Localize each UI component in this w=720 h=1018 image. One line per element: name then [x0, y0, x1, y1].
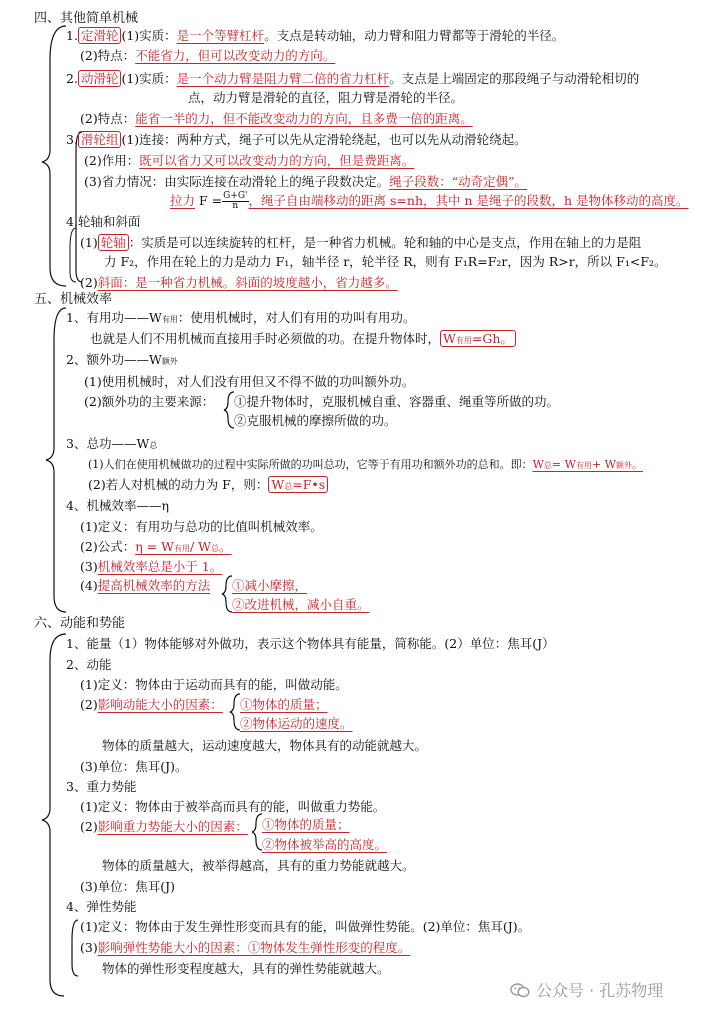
incline-line	[80, 274, 398, 291]
section-4-brace	[42, 26, 66, 286]
pulley-block-line3	[84, 173, 527, 190]
gravity-brace	[252, 814, 262, 850]
pulley-block-brace	[76, 132, 82, 282]
f-p: + W	[591, 458, 616, 471]
extra-work-source1: ①提升物体时，克服机械自重、容器重、绳重等所做的功。	[234, 394, 560, 409]
incline-label: (2)	[80, 275, 98, 290]
fixed-pulley-p2: (2)特点：	[80, 48, 136, 63]
section-6-brace	[42, 634, 66, 996]
wheel-axle-term: 轮轴	[98, 234, 129, 251]
pulley-force-rest: ，绳子自由端移动的距离 s=nh，其中 n 是绳子的段数，h 是物体移动的高度。	[248, 193, 689, 208]
kinetic-factor2	[240, 715, 353, 732]
f-w: W	[532, 458, 544, 471]
pulley-block-rope-rule: 绳子段数：“动奇定偶”。	[389, 174, 527, 189]
extra-work-line2: (2)额外功的主要来源：	[84, 394, 215, 409]
gravity-factors-label: 影响重力势能大小的因素：	[97, 819, 248, 834]
kinetic-factors	[80, 696, 223, 713]
extra-work-source2: ②克服机械的摩擦所做的功。	[234, 413, 397, 428]
eta-s2: 总	[211, 544, 220, 553]
extra-work-sub: 额外	[161, 357, 178, 366]
kinetic-factors-label: 影响动能大小的因素：	[97, 697, 223, 712]
eta-w: η = W	[135, 539, 174, 554]
gravity-factor1-text: ①物体的质量；	[262, 817, 350, 832]
pulley-block-p3: (3)省力情况：由实际连接在动滑轮上的绳子段数决定。	[84, 174, 390, 189]
eta-s1: 有用	[173, 544, 190, 553]
fixed-pulley-rest: 。支点是转动轴，动力臂和阻力臂都等于滑轮的半径。	[264, 28, 565, 43]
kinetic-l2-label: (2)	[80, 697, 98, 712]
kinetic-factor2-text: ②物体运动的速度。	[240, 716, 353, 731]
efficiency-formula	[135, 539, 231, 554]
elastic-def: (1)定义：物体由于发生弹性形变而具有的能，叫做弹性势能。(2)单位：焦耳(J)。	[80, 919, 531, 934]
incline-answer: 斜面：是一种省力机械。斜面的坡度越小，省力越多。	[97, 275, 398, 290]
movable-pulley-rest: 。支点是上端固定的那段绳子与动滑轮相切的	[389, 71, 640, 86]
pulley-block-line2	[84, 152, 414, 169]
method2-text: ②改进机械，减小自重。	[232, 597, 370, 612]
efficiency-method-brace	[222, 576, 232, 612]
gravity-factor2-text: ②物体被举高的高度。	[262, 837, 388, 852]
total-work-label: 3、总功——W	[66, 436, 150, 451]
pulley-block-p1: (1)连接：两种方式，绳子可以先从定滑轮绕起，也可以先从动滑轮绕起。	[121, 132, 527, 147]
efficiency-def: (1)定义：有用功与总功的比值叫机械效率。	[80, 519, 323, 534]
useful-work-def: ：使用机械时，对人们有用的功叫有用功。	[177, 310, 416, 325]
useful-work-formula	[440, 330, 516, 347]
f-s3: 额外	[615, 461, 632, 470]
wheel-title: 4.轮轴和斜面	[66, 214, 141, 229]
eta-end: 。	[219, 539, 232, 554]
total-work-force: (2)若人对机械的动力为 F，则：	[88, 477, 269, 492]
kinetic-note: 物体的质量越大，运动速度越大，物体具有的动能就越大。	[102, 738, 428, 753]
movable-pulley-term: 动滑轮	[78, 70, 122, 87]
gravity-note: 物体的质量越大，被举得越高，具有的重力势能就越大。	[102, 858, 415, 873]
gravity-def: (1)定义：物体由于被举高而具有的能，叫做重力势能。	[80, 799, 386, 814]
fraction-numerator: G+G'	[223, 191, 248, 201]
movable-pulley-feature: 能省一半的力，但不能改变动力的方向，且多费一倍的距离。	[135, 111, 473, 126]
pulley-block-effect: 既可以省力又可以改变动力的方向，但是费距离。	[139, 153, 415, 168]
pulley-block-line1	[66, 131, 527, 148]
efficiency-method1	[232, 577, 307, 594]
fraction-denominator: n	[232, 201, 239, 211]
movable-pulley-answer: 是一个动力臂是阻力臂二倍的省力杠杆	[176, 71, 390, 86]
efficiency-l3-label: (3)	[80, 559, 98, 574]
useful-work-label: 1、有用功——W	[66, 310, 162, 325]
pulley-block-formula-line	[170, 192, 689, 211]
watermark-text: 公众号 · 孔苏物理	[536, 981, 664, 1000]
useful-work-title	[66, 309, 415, 328]
wheel-brace	[70, 228, 76, 282]
movable-pulley-line3	[80, 110, 473, 127]
section-6-heading: 六、动能和势能	[34, 616, 126, 631]
total-work-line1	[88, 456, 643, 474]
movable-pulley-line2: 点，动力臂是滑轮的直径，阻力臂是滑轮的半径。	[188, 90, 464, 105]
elastic-factors-text: 影响弹性势能大小的因素：①物体发生弹性形变的程度。	[97, 940, 411, 955]
f-end: 。	[631, 458, 643, 471]
section-5-brace	[46, 308, 66, 612]
extra-work-brace	[224, 392, 234, 428]
efficiency-l4-answer: 提高机械效率的方法	[97, 578, 211, 593]
fixed-pulley-num: 1.	[66, 28, 78, 43]
fixed-pulley-answer: 是一个等臂杠杆	[176, 28, 265, 43]
f-m: = W	[551, 458, 576, 471]
total-work-def: (1)人们在使用机械做功的过程中实际所做的功叫总功，它等于有用功和额外功的总和。即：	[88, 458, 533, 471]
formula-sub: 有用	[455, 336, 472, 345]
kinetic-brace	[230, 694, 240, 730]
useful-work-line2	[90, 330, 516, 349]
extra-work-line1: (1)使用机械时，对人们没有用但又不得不做的功叫额外功。	[84, 374, 415, 389]
movable-pulley-num: 2.	[66, 71, 78, 86]
total-work-fs-formula	[268, 476, 328, 493]
wechat-icon	[510, 983, 530, 998]
gravity-unit: (3)单位：焦耳(J)	[80, 879, 175, 894]
movable-pulley-p2: (2)特点：	[80, 111, 136, 126]
elastic-l2-label: (3)	[80, 940, 98, 955]
gravity-title: 3、重力势能	[66, 779, 137, 794]
pulley-block-term: 滑轮组	[78, 131, 122, 148]
total-work-sub: 总	[149, 441, 158, 450]
fixed-pulley-feature: 不能省力，但可以改变动力的方向。	[135, 48, 336, 63]
kinetic-title: 2、动能	[66, 657, 112, 672]
fixed-pulley-line2	[80, 47, 335, 64]
total-work-title	[66, 435, 157, 454]
gravity-factor2	[262, 836, 387, 853]
pulley-block-p2: (2)作用：	[84, 153, 140, 168]
extra-work-title	[66, 351, 178, 370]
kinetic-factor1-text: ①物体的质量；	[240, 697, 328, 712]
kinetic-unit: (3)单位：焦耳(J)。	[80, 759, 188, 774]
gravity-l2-label: (2)	[80, 819, 98, 834]
elastic-factors	[80, 939, 410, 956]
gravity-factors	[80, 818, 248, 835]
wheel-axle-text: ：实质是可以连续旋转的杠杆，是一种省力机械。轮和轴的中心是支点，作用在轴上的力是阻	[128, 235, 642, 250]
wheel-line1	[80, 234, 641, 251]
wheel-line2: 力 F₂，作用在轮上的力是动力 F₁，轴半径 r，轮半径 R，则有 F₁R=F₂r，因为 R>r，所以 F₁<F₂。	[104, 254, 667, 269]
elastic-title: 4、弹性势能	[66, 899, 137, 914]
useful-work-text: 也就是人们不用机械而直接用手时必须做的功。在提升物体时，	[90, 331, 441, 346]
fs-w: W	[271, 477, 285, 492]
efficiency-less-one	[80, 558, 222, 575]
formula-w: W	[443, 331, 456, 346]
total-work-sum-formula	[533, 458, 643, 471]
eta-m: / W	[189, 539, 212, 554]
efficiency-formula-line	[80, 538, 232, 557]
extra-work-label: 2、额外功——W	[66, 352, 162, 367]
efficiency-improve	[80, 577, 210, 594]
kinetic-factor1	[240, 696, 328, 713]
section-5-heading: 五、机械效率	[34, 292, 113, 307]
pulley-block-num: 3.	[66, 132, 78, 147]
efficiency-method2	[232, 596, 370, 613]
gravity-factor1	[262, 816, 350, 833]
wheel-p1-label: (1)	[80, 235, 98, 250]
formula-rest: =Gh。	[471, 331, 513, 346]
movable-pulley-p1: (1)实质：	[121, 71, 177, 86]
pulley-force-fraction	[222, 192, 248, 211]
movable-pulley-line1	[66, 70, 639, 87]
total-work-line2	[88, 476, 328, 495]
f-s1: 总	[543, 461, 552, 470]
watermark	[510, 978, 663, 1001]
f-s2: 有用	[575, 461, 592, 470]
pulley-force-lhs: F =	[199, 193, 223, 208]
efficiency-formula-label: (2)公式：	[80, 539, 136, 554]
section-4-heading: 四、其他简单机械	[34, 11, 139, 26]
elastic-note: 物体的弹性形变程度越大，具有的弹性势能就越大。	[102, 961, 390, 976]
fs-rest: =F•s	[292, 477, 326, 492]
fs-sub: 总	[284, 482, 293, 491]
useful-work-sub: 有用	[161, 315, 178, 324]
efficiency-title: 4、机械效率——η	[66, 498, 169, 513]
efficiency-l4-label: (4)	[80, 578, 98, 593]
fixed-pulley-term: 定滑轮	[78, 27, 122, 44]
efficiency-l3-answer: 机械效率总是小于 1。	[97, 559, 223, 574]
fixed-pulley-line1	[66, 27, 564, 44]
pulley-force-label: 拉力	[170, 193, 196, 208]
fixed-pulley-p1: (1)实质：	[121, 28, 177, 43]
kinetic-def: (1)定义：物体由于运动而具有的能，叫做动能。	[80, 677, 348, 692]
elastic-brace	[72, 920, 78, 976]
method1-text: ①减小摩擦，	[232, 578, 308, 593]
energy-def: 1、能量（1）物体能够对外做功，表示这个物体具有能量，简称能。(2）单位：焦耳(J）	[66, 636, 555, 651]
